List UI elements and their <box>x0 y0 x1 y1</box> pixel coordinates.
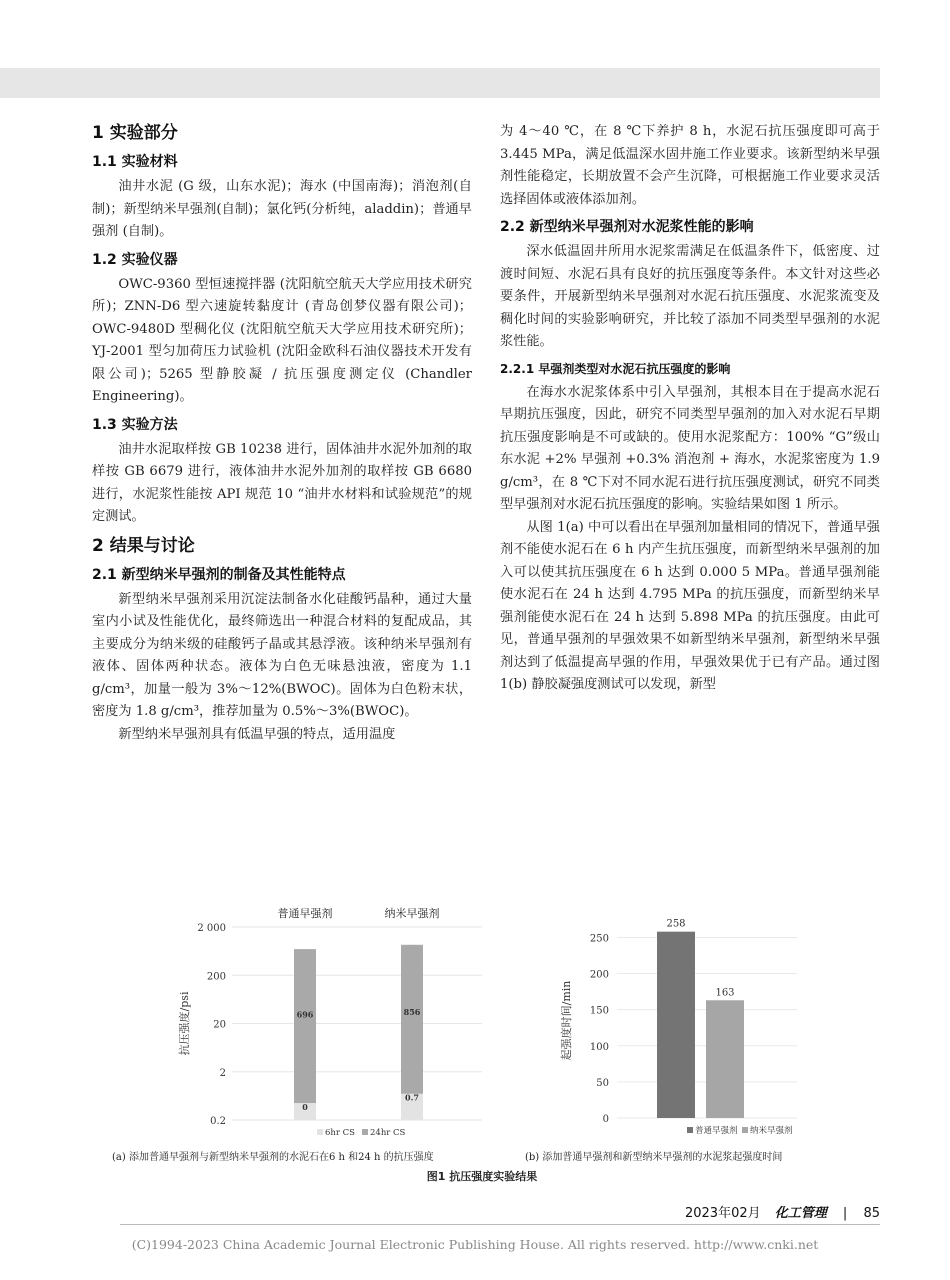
copyright-notice: (C)1994-2023 China Academic Journal Electronic Publishing House. All rights reserved. http://www.cnki.net <box>131 1237 819 1252</box>
bar-2 <box>706 1000 744 1118</box>
legend-swatch-1 <box>687 1127 693 1133</box>
figure-caption: 图1 抗压强度实验结果 <box>426 1170 538 1183</box>
section-1-1-body: 油井水泥 (G 级，山东水泥)；海水 (中国南海)；消泡剂(自制)；新型纳米早强剂(自制)；氯化钙(分析纯，aladdin)；普通早强剂 (自制)。 <box>92 179 472 239</box>
journal-name: 化工管理 <box>774 1206 827 1221</box>
section-2-2-1-body-2: 从图 1(a) 中可以看出在早强剂加量相同的情况下，普通早强剂不能使水泥石在 6 h 内产生抗压强度，而新型纳米早强剂的加入可以使其抗压强度在 6 h 达到 0.000 5 MPa。普通早强剂能使水泥石在 24 h 达到 4.795 MPa 的抗压强度，而新型纳米早强剂能使水泥石在 24 h 达到 5.898 MPa 的抗压强度。由此可见，普通早强剂的早强效果不如新型纳米早强剂，新型纳米早强剂达到了低温提高早强的作用，早强效果优于已有产品。通过图 1(b) 静胶凝强度测试可以发现，新型 <box>500 519 880 692</box>
caption-a: (a) 添加普通早强剂与新型纳米早强剂的水泥石在6 h 和24 h 的抗压强度 <box>112 1152 434 1163</box>
data-label-6hr: 0 <box>302 1102 308 1113</box>
y-tick-label: 0.2 <box>210 1116 226 1127</box>
section-1-3-title: 1.3 实验方法 <box>92 416 178 433</box>
page-number: 85 <box>863 1206 880 1221</box>
legend-label-24hr: 24hr CS <box>370 1128 406 1138</box>
footer-separator: | <box>842 1206 848 1221</box>
caption-b: (b) 添加普通早强剂和新型纳米早强剂的水泥浆起强度时间 <box>525 1152 783 1163</box>
bar-24hr <box>294 949 316 1120</box>
y-tick-label: 2 000 <box>197 923 226 934</box>
data-label: 258 <box>666 918 686 930</box>
footer-date: 2023年02月 <box>684 1206 761 1221</box>
section-2-1-body-1: 新型纳米早强剂采用沉淀法制备水化硅酸钙晶种，通过大量室内小试及性能优化，最终筛选出一种混合材料的复配成品，其主要成分为纳米级的硅酸钙子晶或其悬浮液。该种纳米早强剂有液体、固体两种状态。液体为白色无味悬浊液，密度为 1.1 g/cm³，加量一般为 3%～12%(BWOC)。固体为白色粉末状，密度为 1.8 g/cm³，推荐加量为 0.5%～3%(BWOC)。 <box>92 591 472 719</box>
section-1-1-title: 1.1 实验材料 <box>92 154 178 170</box>
section-2-2-title: 2.2 新型纳米早强剂对水泥浆性能的影响 <box>500 219 754 235</box>
y-tick-label: 200 <box>589 969 609 981</box>
y-tick-label: 250 <box>589 933 609 945</box>
legend-swatch-6hr <box>317 1129 323 1135</box>
category-label: 纳米早强剂 <box>384 907 440 920</box>
page-footer <box>685 1202 880 1221</box>
bar-1 <box>657 932 695 1118</box>
left-column <box>92 118 472 746</box>
section-2-1-title: 2.1 新型纳米早强剂的制备及其性能特点 <box>92 566 346 583</box>
section-1-title: 1 实验部分 <box>92 123 178 143</box>
data-label-24hr: 696 <box>296 1009 314 1020</box>
y-axis-label: 起强度时间/min <box>560 980 573 1061</box>
chart-b <box>542 905 822 1145</box>
continued-paragraph: 为 4～40 ℃，在 8 ℃下养护 8 h，水泥石抗压强度即可高于 3.445 MPa，满足低温深水固井施工作业要求。该新型纳米早强剂性能稳定，长期放置不会产生沉降，可根据施工作业要求灵活选择固体或液体添加剂。 <box>500 124 880 207</box>
data-label-6hr: 0.7 <box>405 1092 419 1103</box>
section-1-3-body: 油井水泥取样按 GB 10238 进行，固体油井水泥外加剂的取样按 GB 6679 进行，液体油井水泥外加剂的取样按 GB 6680 进行，水泥浆性能按 API 规范 10 “油井水材料和试验规范”的规定测试。 <box>92 441 472 524</box>
footer-rule <box>120 1224 880 1225</box>
section-2-1-body-2: 新型纳米早强剂具有低温早强的特点，适用温度 <box>118 726 396 742</box>
right-column <box>500 121 880 697</box>
section-1-2-body: OWC-9360 型恒速搅拌器 (沈阳航空航天大学应用技术研究所)；ZNN-D6 型六速旋转黏度计 (青岛创梦仪器有限公司)；OWC-9480D 型稠化仪 (沈阳航空航天大学应用技术研究所)；YJ-2001 型匀加荷压力试验机 (沈阳金欧科石油仪器技术开发有限公司)；5265 型静胶凝 / 抗压强度测定仪 (Chandler Engineering)。 <box>92 276 472 404</box>
y-tick-label: 20 <box>213 1019 226 1031</box>
chart-a <box>172 905 492 1145</box>
y-tick-label: 100 <box>589 1041 609 1053</box>
section-2-2-body: 深水低温固井所用水泥浆需满足在低温条件下，低密度、过渡时间短、水泥石具有良好的抗压强度等条件。本文针对这些必要条件，开展新型纳米早强剂对水泥石抗压强度、水泥浆流变及稠化时间的实验影响研究，并比较了添加不同类型早强剂的水泥浆性能。 <box>500 244 880 349</box>
section-1-2-title: 1.2 实验仪器 <box>92 251 178 268</box>
data-label: 163 <box>715 987 735 999</box>
legend-label-2: 纳米早强剂 <box>750 1126 793 1136</box>
legend-swatch-24hr <box>362 1129 368 1135</box>
category-label: 普通早强剂 <box>277 907 333 920</box>
y-tick-label: 0 <box>602 1114 609 1125</box>
data-label-24hr: 856 <box>403 1006 421 1017</box>
section-2-2-1-body-1: 在海水水泥浆体系中引入早强剂，其根本目在于提高水泥石早期抗压强度，因此，研究不同类型早强剂的加入对水泥石早期抗压强度影响是不可或缺的。使用水泥浆配方：100% “G”级山东水泥 +2% 早强剂 +0.3% 消泡剂 + 海水，水泥浆密度为 1.9 g/cm³，在 8 ℃下对不同水泥石进行抗压强度测试，研究不同类型早强剂对水泥石抗压强度的影响。实验结果如图 1 所示。 <box>500 384 880 512</box>
section-2-2-1-title: 2.2.1 早强剂类型对水泥石抗压强度的影响 <box>500 361 731 376</box>
y-tick-label: 2 <box>219 1067 226 1079</box>
section-2-title: 2 结果与讨论 <box>92 535 195 556</box>
legend-swatch-2 <box>742 1127 748 1133</box>
y-tick-label: 50 <box>596 1077 609 1089</box>
y-tick-label: 150 <box>589 1005 609 1017</box>
legend-label-6hr: 6hr CS <box>325 1128 355 1138</box>
y-tick-label: 200 <box>206 971 226 983</box>
figure-1 <box>92 905 872 1185</box>
legend-label-1: 普通早强剂 <box>695 1126 738 1136</box>
y-axis-label: 抗压强度/psi <box>178 991 191 1056</box>
header-band <box>0 68 880 98</box>
